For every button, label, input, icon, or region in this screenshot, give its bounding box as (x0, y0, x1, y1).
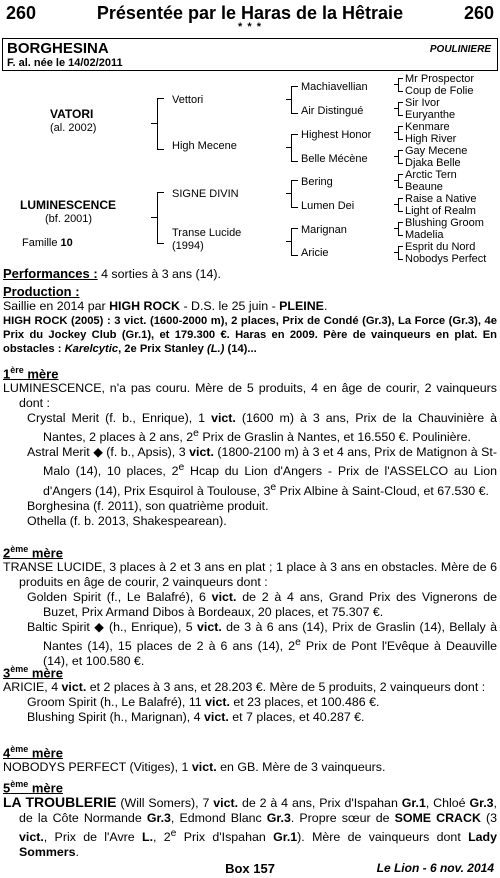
m3-c1b: vict. (205, 695, 230, 710)
prod-l2d: (14)... (224, 343, 257, 355)
horse-name-box (2, 38, 498, 71)
m5-x: . (75, 845, 79, 860)
m1-c2a: Astral Merit ◆ (f. b., Apsis), 3 (27, 445, 190, 460)
m2-title-word: mère (28, 545, 63, 561)
m1-child-2 (3, 445, 497, 498)
m1-c2b: vict. (189, 445, 214, 460)
m5-title-sup: ème (10, 779, 29, 789)
m1-child-1 (3, 411, 497, 445)
bracket-g2-4-tick (286, 241, 291, 242)
m5-o: vict. (19, 830, 44, 845)
gen2-transe-lucide-year: (1994) (172, 240, 204, 252)
m5-f: , Chloé (425, 796, 470, 811)
m1-c1b: vict. (211, 411, 236, 426)
m5-rsup: e (170, 828, 177, 840)
page-title: Présentée par le Haras de la Hêtraie (96, 3, 404, 23)
first-dam-section (3, 363, 497, 529)
m5-i: Gr.3 (146, 811, 171, 826)
m5-k: Gr.3 (266, 811, 291, 826)
bracket-g2-1-tick (286, 99, 291, 100)
m2-title-num: 2 (3, 545, 11, 561)
gen3-highest-honor: Highest Honor (301, 129, 372, 141)
m3-intro-b: vict. (61, 680, 87, 695)
sire-note: (al. 2002) (50, 122, 97, 134)
m2-c2d: Prix de Pont l'Evêque à Deauville (14), et 100.580 €. (43, 639, 498, 669)
gen4-16: Nobodys Perfect (405, 253, 487, 265)
bracket-g3-2-tick (394, 108, 398, 109)
bracket-dam-tick (151, 217, 157, 218)
horse-name: BORGHESINA (7, 40, 109, 57)
gen4-14: Madelia (405, 229, 444, 241)
m2-intro: TRANSE LUCIDE, 3 places à 2 et 3 ans en plat ; 1 place à 3 ans en obstacles. Mère de 6 produits en âge de courir, 2 vainqueurs dont : (3, 560, 497, 590)
prod-l2i: Karelcytic (64, 343, 119, 355)
gen3-machiavellian: Machiavellian (301, 81, 368, 93)
m5-g: Gr.3 (469, 796, 494, 811)
gen2-high-mecene: High Mecene (172, 140, 237, 152)
gen2-signe-divin: SIGNE DIVIN (172, 188, 239, 200)
m5-h: , de la Côte Normande (19, 796, 497, 826)
prod-l1b: HIGH ROCK (109, 299, 180, 313)
horse-status: POULINIERE (429, 44, 491, 55)
bracket-g3-1 (398, 78, 403, 92)
gen4-13: Blushing Groom (405, 217, 484, 229)
m5-m: SOME CRACK (394, 811, 481, 826)
bracket-sire (157, 98, 164, 150)
m1-c1a: Crystal Merit (f. b., Enrique), 1 (27, 411, 212, 426)
m5-n: (3 (480, 811, 498, 826)
gen2-transe-lucide: Transe Lucide (172, 227, 242, 239)
m4-title-num: 4 (3, 745, 11, 761)
performances-text: 4 sorties à 3 ans (14). (97, 267, 221, 281)
m5-e: Gr.1 (401, 796, 426, 811)
bracket-g2-1 (291, 86, 298, 114)
m5-q: L. (142, 830, 154, 845)
bracket-g3-8-tick (394, 252, 398, 253)
bracket-g3-3 (398, 126, 403, 140)
m5-r: , 2 (153, 830, 171, 845)
bracket-dam (157, 192, 164, 244)
gen4-7: Gay Mecene (405, 145, 468, 157)
prod-l1a: Saillie en 2014 par (3, 299, 110, 313)
m1-title-num: 1 (3, 366, 11, 382)
m2-c2sup: e (295, 637, 301, 649)
bracket-g2-4 (291, 228, 298, 256)
m2-c1a: Golden Spirit (f., Le Balafré), 6 (27, 590, 212, 605)
second-dam-section (3, 542, 497, 669)
m2-c2b: vict. (197, 620, 222, 635)
bracket-g3-4-tick (394, 156, 398, 157)
box-number: Box 157 (225, 861, 275, 876)
m5-v: Mère de vainqueurs dont (312, 830, 469, 845)
bracket-g3-4 (398, 150, 403, 164)
gen4-12: Light of Realm (405, 205, 476, 217)
gen3-belle-mecene: Belle Mécène (301, 153, 368, 165)
m3-c1c: et 23 places, et 100.486 €. (229, 695, 380, 710)
prod-l1d: PLEINE (279, 299, 324, 313)
m1-child-4: Othella (f. b. 2013, Shakespearean). (27, 513, 227, 528)
m4-line (3, 760, 497, 775)
dam-name: LUMINESCENCE (20, 198, 117, 212)
m3-title-num: 3 (3, 665, 11, 681)
m3-child-2 (3, 710, 497, 725)
bracket-g3-8 (398, 246, 403, 260)
m3-title-word: mère (28, 665, 63, 681)
gen3-bering: Bering (301, 176, 333, 188)
family-line (22, 237, 73, 249)
gen4-4: Euryanthe (405, 109, 456, 121)
prod-l1c: - D.S. le 25 juin - (180, 299, 280, 313)
page-header (6, 3, 494, 33)
m1-intro: LUMINESCENCE, n'a pas couru. Mère de 5 produits, 4 en âge de courir, 2 vainqueurs dont : (3, 381, 497, 411)
fourth-dam-section (3, 742, 497, 775)
m3-intro (3, 680, 497, 695)
bracket-g3-2 (398, 102, 403, 116)
sale-info: Le Lion - 6 nov. 2014 (376, 861, 494, 875)
production-section (3, 284, 497, 356)
family-label: Famille (22, 237, 58, 249)
m1-title (3, 363, 497, 381)
m3-c2c: et 7 places, et 40.287 €. (228, 710, 365, 725)
gen4-1: Mr Prospector (405, 73, 475, 85)
prod-l2: HIGH ROCK (2005) : 3 vict. (1600-2000 m), 2 places, Prix de Condé (Gr.3), La Force (Gr.3), 4e Prix du Jockey Club (Gr.1), et 179.300 €. Haras en 2009. Père de vainqueurs en plat. En obstacles : (3, 315, 497, 355)
gen4-3: Sir Ivor (405, 97, 440, 109)
dam-note: (bf. 2001) (45, 213, 93, 225)
m1-c1d: Prix de Graslin à Nantes, et 16.550 €. Poulinière. (198, 430, 471, 445)
m1-child-3: Borghesina (f. 2011), son quatrième produit. (27, 498, 269, 513)
m2-title (3, 542, 497, 560)
m3-title (3, 662, 497, 680)
m5-c: vict. (213, 796, 239, 811)
m5-t: Gr.1 (273, 830, 298, 845)
bracket-g2-3 (291, 180, 298, 208)
prod-l2b: , 2e Prix Stanley (118, 343, 207, 355)
gen4-10: Beaune (405, 181, 443, 193)
m5-a: LA TROUBLERIE (3, 794, 117, 811)
m2-c1c: de 2 à 4 ans, Grand Prix des Vignerons de Buzet, Prix Armand Dibos à Bordeaux, 20 places, et 75.307 €. (43, 590, 497, 620)
m5-title-num: 5 (3, 780, 11, 796)
horse-birth: F. al. née le 14/02/2011 (7, 57, 123, 69)
performances-label: Performances : (3, 266, 98, 281)
m5-title (3, 777, 497, 795)
gen4-6: High River (405, 133, 457, 145)
gen3-lumen-dei: Lumen Dei (301, 200, 355, 212)
m1-c2sup: e (178, 462, 185, 474)
prod-l2c: (L.) (207, 343, 225, 355)
gen4-2: Coup de Folie (405, 85, 474, 97)
m5-l: . Propre sœur de (290, 811, 395, 826)
performances (3, 266, 497, 282)
pedigree-table (0, 72, 500, 265)
page-number-right: 260 (463, 3, 494, 23)
bracket-g3-5 (398, 174, 403, 188)
bracket-g3-1-tick (394, 84, 398, 85)
m3-c2a: Blushing Spirit (h., Marignan), 4 (27, 710, 204, 725)
m1-c1c: (1600 m) à 3 ans, Prix de la Chauvinière à Nantes, 2 places à 2 ans, 2 (43, 411, 497, 445)
m2-c2a: Baltic Spirit ◆ (h., Enrique), 5 (27, 620, 198, 635)
family-number: 10 (60, 237, 73, 249)
third-dam-section (3, 662, 497, 725)
bracket-g2-2 (291, 134, 298, 162)
m3-title-sup: ème (10, 664, 29, 674)
production-line1 (3, 299, 497, 314)
m4-title (3, 742, 497, 760)
m2-c2c: de 3 à 6 ans (14), Prix de Graslin (14), Bellaly à Nantes (14), 15 places de 2 à 6 ans (14), 2 (43, 620, 497, 654)
m5-w: Lady Sommers (19, 830, 497, 860)
m3-child-1 (3, 695, 497, 710)
m4-a: NOBODYS PERFECT (Vitiges), 1 (3, 760, 192, 775)
m5-d: de 2 à 4 ans, Prix d'Ispahan (238, 796, 402, 811)
bracket-g3-3-tick (394, 132, 398, 133)
m3-c2b: vict. (204, 710, 229, 725)
m5-p: , Prix de l'Avre (43, 830, 142, 845)
bracket-g3-6 (398, 198, 403, 212)
m1-title-sup: ère (10, 365, 24, 375)
bracket-g2-3-tick (286, 193, 291, 194)
m2-title-sup: ème (10, 544, 29, 554)
m3-intro-a: ARICIE, 4 (3, 680, 62, 695)
production-stallion (3, 314, 497, 356)
bracket-g3-5-tick (394, 180, 398, 181)
header-stars: * * * (238, 21, 262, 33)
m3-c1a: Groom Spirit (h., Le Balafré), 11 (27, 695, 206, 710)
m5-b: (Will Somers), 7 (116, 796, 214, 811)
m4-b: vict. (191, 760, 217, 775)
page-number-left: 260 (6, 3, 37, 23)
gen4-15: Esprit du Nord (405, 241, 476, 253)
gen3-aricie: Aricie (301, 247, 329, 259)
bracket-g2-2-tick (286, 147, 291, 148)
m5-j: , Edmond Blanc (170, 811, 267, 826)
prod-l1e: . (323, 299, 328, 313)
production-label: Production : (3, 284, 80, 299)
m2-c1b: vict. (211, 590, 237, 605)
bracket-sire-tick (151, 123, 157, 124)
gen3-marignan: Marignan (301, 224, 347, 236)
gen3-air-distingue: Air Distingué (301, 105, 364, 117)
bracket-g3-7 (398, 222, 403, 236)
m5-u: ). (297, 830, 305, 845)
gen4-8: Djaka Belle (405, 157, 461, 169)
m2-child-1 (3, 590, 497, 620)
m1-c1sup: e (193, 428, 199, 440)
m5-title-word: mère (28, 780, 63, 796)
sire-name: VATORI (50, 107, 94, 121)
m4-title-word: mère (28, 745, 63, 761)
gen2-vettori: Vettori (172, 94, 204, 106)
fifth-dam-section (3, 777, 497, 860)
gen4-5: Kenmare (405, 121, 450, 133)
bracket-g3-6-tick (394, 204, 398, 205)
m4-c: en GB. Mère de 3 vainqueurs. (216, 760, 386, 775)
bracket-g3-7-tick (394, 228, 398, 229)
m1-c2e: Prix Albine à Saint-Cloud, et 67.530 €. (276, 483, 489, 498)
m1-c2c: (1800-2100 m) à 3 et 4 ans, Prix de Matignon à St-Malo (14), 10 places, 2 (43, 445, 497, 479)
gen4-9: Arctic Tern (405, 169, 457, 181)
m5-line (3, 795, 497, 860)
gen4-11: Raise a Native (405, 193, 477, 205)
m5-s: Prix d'Ispahan (176, 830, 274, 845)
m1-c2d: Hcap du Lion d'Angers - Prix de l'ASSELCO au Lion d'Angers (14), Prix Esquirol à Toulouse, 3 (43, 464, 498, 498)
m4-title-sup: ème (10, 744, 29, 754)
m1-c2sup2: e (270, 481, 277, 493)
m1-title-word: mère (23, 366, 59, 382)
m3-intro-c: et 2 places à 3 ans, et 28.203 €. Mère de 5 produits, 2 vainqueurs dont : (86, 680, 486, 695)
